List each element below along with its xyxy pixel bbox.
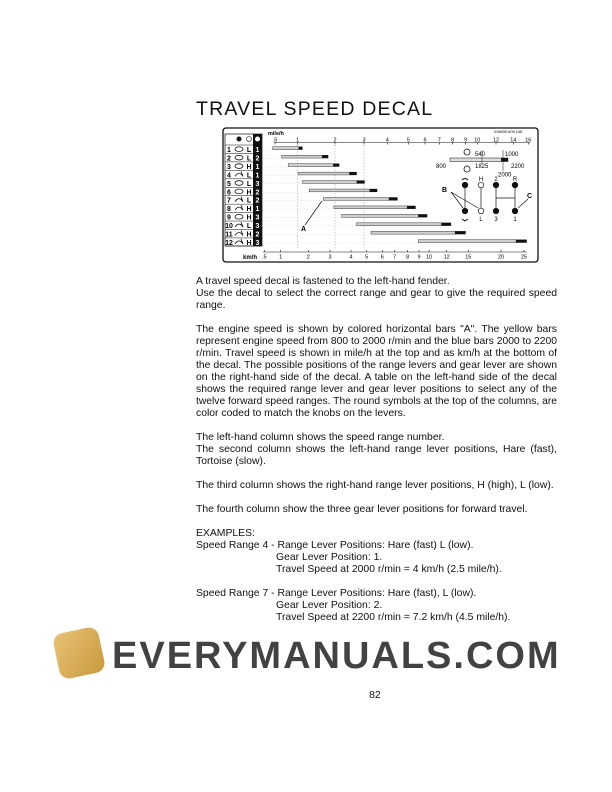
engine-speed-bar-800-2000	[418, 240, 516, 243]
text-line: r/min. Travel speed is shown in mile/h at the top and as km/h at the bottom of	[196, 348, 557, 359]
engine-speed-bar-2000-2200	[441, 223, 451, 226]
range-number: 6	[227, 189, 231, 197]
mph-tick-label: 9	[464, 137, 468, 144]
range-lever-position: L	[246, 223, 252, 231]
engine-speed-bar-2000-2200	[407, 206, 415, 209]
kmh-tick-label: .5	[262, 254, 267, 261]
kmh-tick-label: 9	[417, 254, 421, 261]
engine-speed-bar-2000-2200	[299, 147, 303, 150]
gear-position: 1	[255, 206, 260, 214]
callout-a: A	[301, 226, 307, 233]
mph-tick-label: 8	[451, 137, 455, 144]
rpm-540: 540	[475, 152, 486, 158]
rpm-2000: 2000	[498, 172, 512, 179]
gear-position: 2	[255, 197, 260, 205]
text-line: twelve forward speed ranges. The round symbols at the top of the columns, are	[196, 396, 557, 407]
text-line: The second column shows the left-hand range lever positions, Hare (fast),	[196, 444, 557, 455]
text-line: Travel Speed at 2000 r/min = 4 km/h (2.5 mile/h).	[276, 564, 502, 575]
gear-position: 3	[255, 180, 260, 188]
mph-tick-label: 2	[333, 137, 337, 144]
text-line: Gear Lever Position: 1.	[276, 552, 383, 563]
engine-speed-bar-2000-2200	[418, 214, 427, 217]
lever-h: H	[478, 177, 484, 183]
range-lever-position: L	[246, 155, 252, 163]
engine-speed-bar-800-2000	[288, 164, 333, 167]
kmh-tick-label: 6	[380, 254, 384, 261]
mph-tick-label: 14	[510, 137, 517, 144]
text-line: Travel Speed at 2200 r/min = 7.2 km/h (4.5 mile/h).	[276, 612, 511, 623]
kmh-tick-label: 8	[406, 254, 410, 261]
engine-speed-bar-2000-2200	[357, 180, 365, 183]
rpm-2200: 2200	[511, 164, 525, 170]
page-number: 82	[369, 689, 381, 701]
text-line: Speed Range 7 - Range Lever Positions: Hare (fast), L (low).	[196, 588, 477, 599]
gear-position: 3	[255, 214, 260, 222]
callout-b: B	[442, 187, 448, 194]
gear-2: 2	[494, 177, 498, 183]
range-lever-position: H	[246, 163, 252, 171]
travel-speed-decal	[0, 0, 612, 280]
engine-speed-bar-2000-2200	[455, 231, 466, 234]
range-number: 1	[227, 147, 231, 154]
range-lever-position: H	[246, 231, 252, 239]
range-number: 9	[227, 214, 231, 222]
mph-axis-label: mile/h	[268, 131, 284, 137]
gear-position: 3	[255, 239, 260, 247]
gear-position: 1	[255, 172, 260, 180]
kmh-tick-label: 12	[443, 254, 450, 261]
range-lever-position: L	[246, 180, 252, 188]
rpm-1000: 1000	[505, 152, 519, 158]
mph-tick-label: 12	[492, 137, 500, 144]
text-line: Use the decal to select the correct range and gear to give the required speed	[196, 288, 558, 299]
engine-speed-bar-800-2000	[309, 189, 369, 192]
text-line: represent engine speed from 800 to 2000 r/min and the blue bars 2000 to 2200	[196, 336, 557, 347]
mph-tick-label: 16	[525, 137, 532, 144]
range-lever-position: L	[246, 197, 252, 205]
gear-position: 2	[255, 155, 260, 163]
right-lever-knob-icon	[247, 137, 252, 142]
kmh-tick-label: 4	[349, 254, 353, 261]
mph-tick-label: 1	[296, 137, 300, 144]
text-line: Speed Range 4 - Range Lever Positions: Hare (fast) L (low).	[196, 540, 474, 551]
mph-tick-label: 10	[474, 137, 481, 144]
kmh-tick-label: 7	[393, 254, 397, 261]
engine-speed-bar-800-2000	[334, 206, 407, 209]
range-number: 7	[227, 197, 231, 205]
mph-tick-label: 6	[423, 137, 427, 144]
gear-position: 2	[255, 231, 260, 239]
engine-speed-bar-800-2000	[298, 172, 349, 175]
range-lever-position: H	[246, 214, 252, 222]
text-line: A travel speed decal is fastened to the left-hand fender.	[196, 276, 450, 287]
range-number: 12	[225, 239, 233, 247]
kmh-axis-label: km/h	[243, 255, 258, 261]
kmh-tick-label: 10	[425, 254, 433, 261]
mph-tick-label: 5	[406, 137, 410, 144]
engine-speed-bar-800-2000	[282, 155, 322, 158]
gear-position: 3	[255, 223, 260, 231]
gear-3: 3	[494, 217, 498, 223]
range-lever-position: H	[246, 239, 252, 247]
text-line: EXAMPLES:	[196, 528, 255, 539]
kmh-tick-label: 2	[306, 254, 310, 261]
text-line: The fourth column show the three gear lever positions for forward travel.	[196, 504, 528, 515]
text-line: The left-hand column shows the speed range number.	[196, 432, 445, 443]
engine-speed-bar-2000-2200	[389, 197, 398, 200]
range-number: 3	[227, 163, 231, 171]
range-number: 11	[225, 231, 233, 239]
kmh-tick-label: 1	[279, 254, 283, 261]
engine-speed-bar-800-2000	[342, 214, 419, 217]
gear-position: 1	[255, 163, 260, 171]
range-number: 4	[227, 172, 231, 180]
page-title: TRAVEL SPEED DECAL	[196, 98, 434, 120]
text-line: shows the required range lever and gear lever positions to select any of the	[196, 384, 557, 395]
range-lever-position: L	[246, 147, 252, 154]
gear-position: 2	[255, 189, 260, 197]
gear-r: R	[512, 177, 518, 183]
rpm-800: 800	[435, 164, 446, 170]
watermark: EVERYMANUALS.COM	[112, 635, 561, 677]
range-number: 8	[227, 206, 231, 214]
text-line: The third column shows the right-hand range lever positions, H (high), L (low).	[196, 480, 554, 491]
range-lever-position: H	[246, 206, 252, 214]
engine-speed-bar-2000-2200	[322, 155, 328, 158]
mph-tick-label: 4	[385, 137, 389, 144]
part-number: K306095-NON CAB	[494, 130, 523, 134]
engine-speed-bar-800-2000	[371, 231, 455, 234]
engine-speed-bar-800-2000	[356, 223, 441, 226]
kmh-tick-label: 25	[520, 254, 528, 261]
rpm-1825: 1825	[475, 164, 489, 170]
engine-speed-bar-2000-2200	[350, 172, 357, 175]
range-number: 5	[227, 180, 231, 188]
range-lever-position: L	[246, 172, 252, 180]
mph-tick-label: 3	[362, 137, 366, 144]
kmh-tick-label: 20	[497, 254, 505, 261]
watermark-logo	[52, 626, 107, 681]
lever-l: L	[479, 217, 483, 223]
engine-speed-bar-2000-2200	[516, 240, 527, 243]
text-line: color coded to match the knobs on the levers.	[196, 408, 406, 419]
range-lever-position: H	[246, 189, 252, 197]
gear-1: 1	[513, 217, 517, 223]
mph-tick-label: 7	[437, 137, 441, 144]
text-line: on the right-hand side of the decal. A table on the left-hand side of the decal	[196, 372, 557, 383]
engine-speed-bar-2000-2200	[370, 189, 378, 192]
gear-lever-knob-icon	[255, 137, 260, 142]
kmh-tick-label: 3	[328, 254, 332, 261]
engine-speed-bar-2000-2200	[333, 164, 339, 167]
engine-speed-bar-800-2000	[273, 147, 299, 150]
gear-position: 1	[255, 147, 260, 154]
kmh-tick-label: 5	[365, 254, 369, 261]
range-number: 2	[227, 155, 231, 163]
text-line: the decal. The possible positions of the range levers and gear lever are shown	[196, 360, 557, 371]
range-number: 10	[225, 223, 233, 231]
text-line: range.	[196, 300, 226, 311]
text-line: The engine speed is shown by colored horizontal bars "A". The yellow bars	[196, 324, 557, 335]
callout-c: C	[527, 193, 533, 200]
left-lever-knob-icon	[237, 137, 242, 142]
engine-speed-bar-800-2000	[323, 198, 389, 201]
kmh-tick-label: 15	[465, 254, 472, 261]
text-line: Tortoise (slow).	[196, 456, 266, 467]
text-line: Gear Lever Position: 2.	[276, 600, 383, 611]
mph-tick-label: .5	[272, 137, 278, 144]
engine-speed-bar-800-2000	[303, 181, 357, 184]
body-text	[196, 276, 557, 636]
